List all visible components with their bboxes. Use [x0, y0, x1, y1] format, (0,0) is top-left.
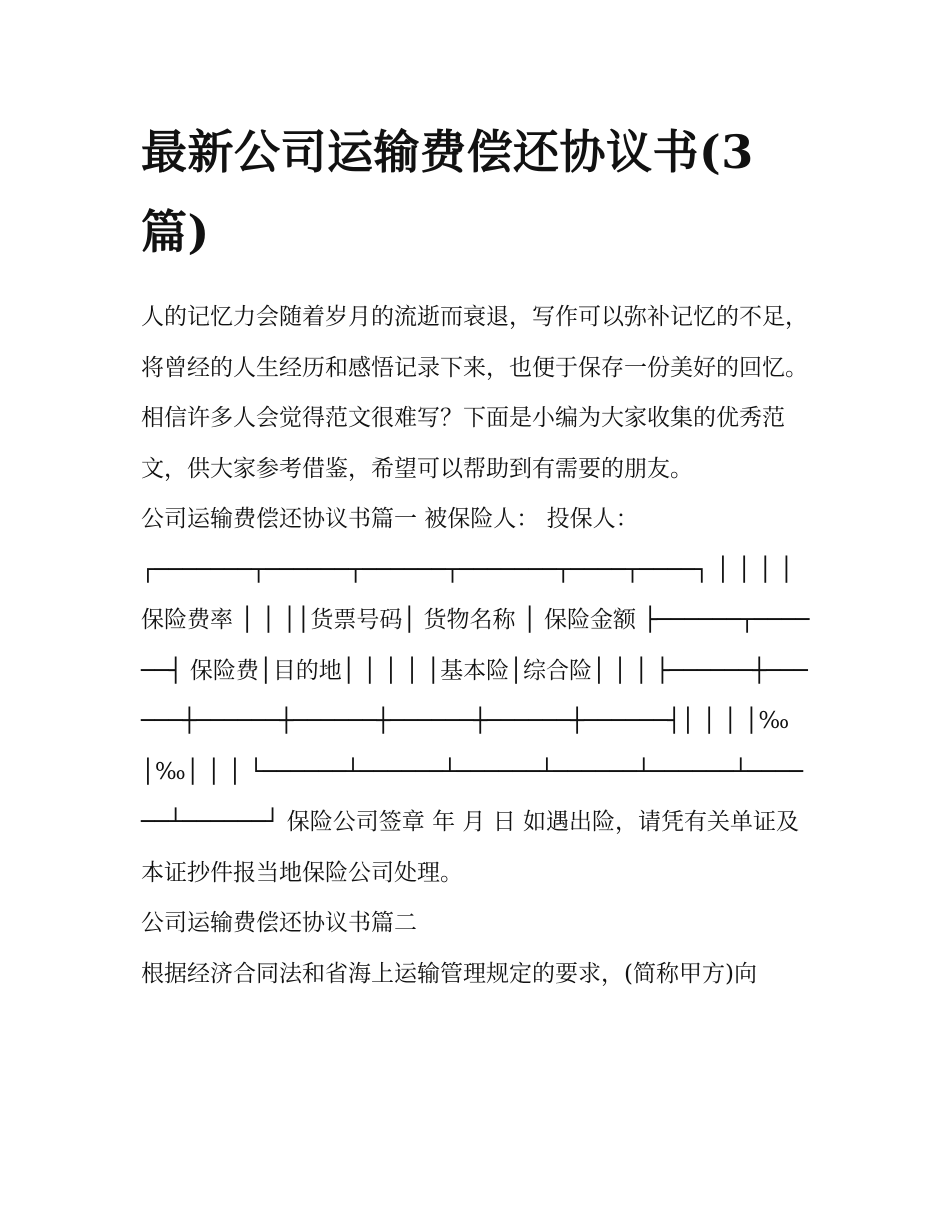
document-page — [141, 112, 813, 999]
insurance-table-text: ┌───────┬──────┬──────┬───────┬────┬────┐ │ │ │ │ 保险费率 │ │ ││货票号码│ 货物名称 │ 保险金额 ├──────┬──────┤ 保险费│目的地│ │ │ │ │基本险│综合险│ │ │ ├──────┼──────┼──────┼──────┼──────┼──────┼──────┤│ │ │ │‰│‰│ │ │ └──────┴──────┴──────┴──────┴──────┴──────┴──────┘ 保险公司签章 年 月 日 如遇出险，请凭有关单证及本证抄件报当地保险公司处理。 — [141, 556, 810, 886]
section-two-paragraph: 根据经济合同法和省海上运输管理规定的要求，(简称甲方)向 — [141, 960, 757, 987]
section-one-heading: 公司运输费偿还协议书篇一 被保险人： 投保人： — [141, 506, 639, 532]
section-two-heading: 公司运输费偿还协议书篇二 — [141, 910, 417, 936]
document-title: 最新公司运输费偿还协议书(3篇) — [141, 125, 754, 259]
intro-paragraph: 人的记忆力会随着岁月的流逝而衰退，写作可以弥补记忆的不足，将曾经的人生经历和感悟记录下来，也便于保存一份美好的回忆。相信许多人会觉得范文很难写？下面是小编为大家收集的优秀范文，供大家参考借鉴，希望可以帮助到有需要的朋友。 — [141, 304, 808, 482]
